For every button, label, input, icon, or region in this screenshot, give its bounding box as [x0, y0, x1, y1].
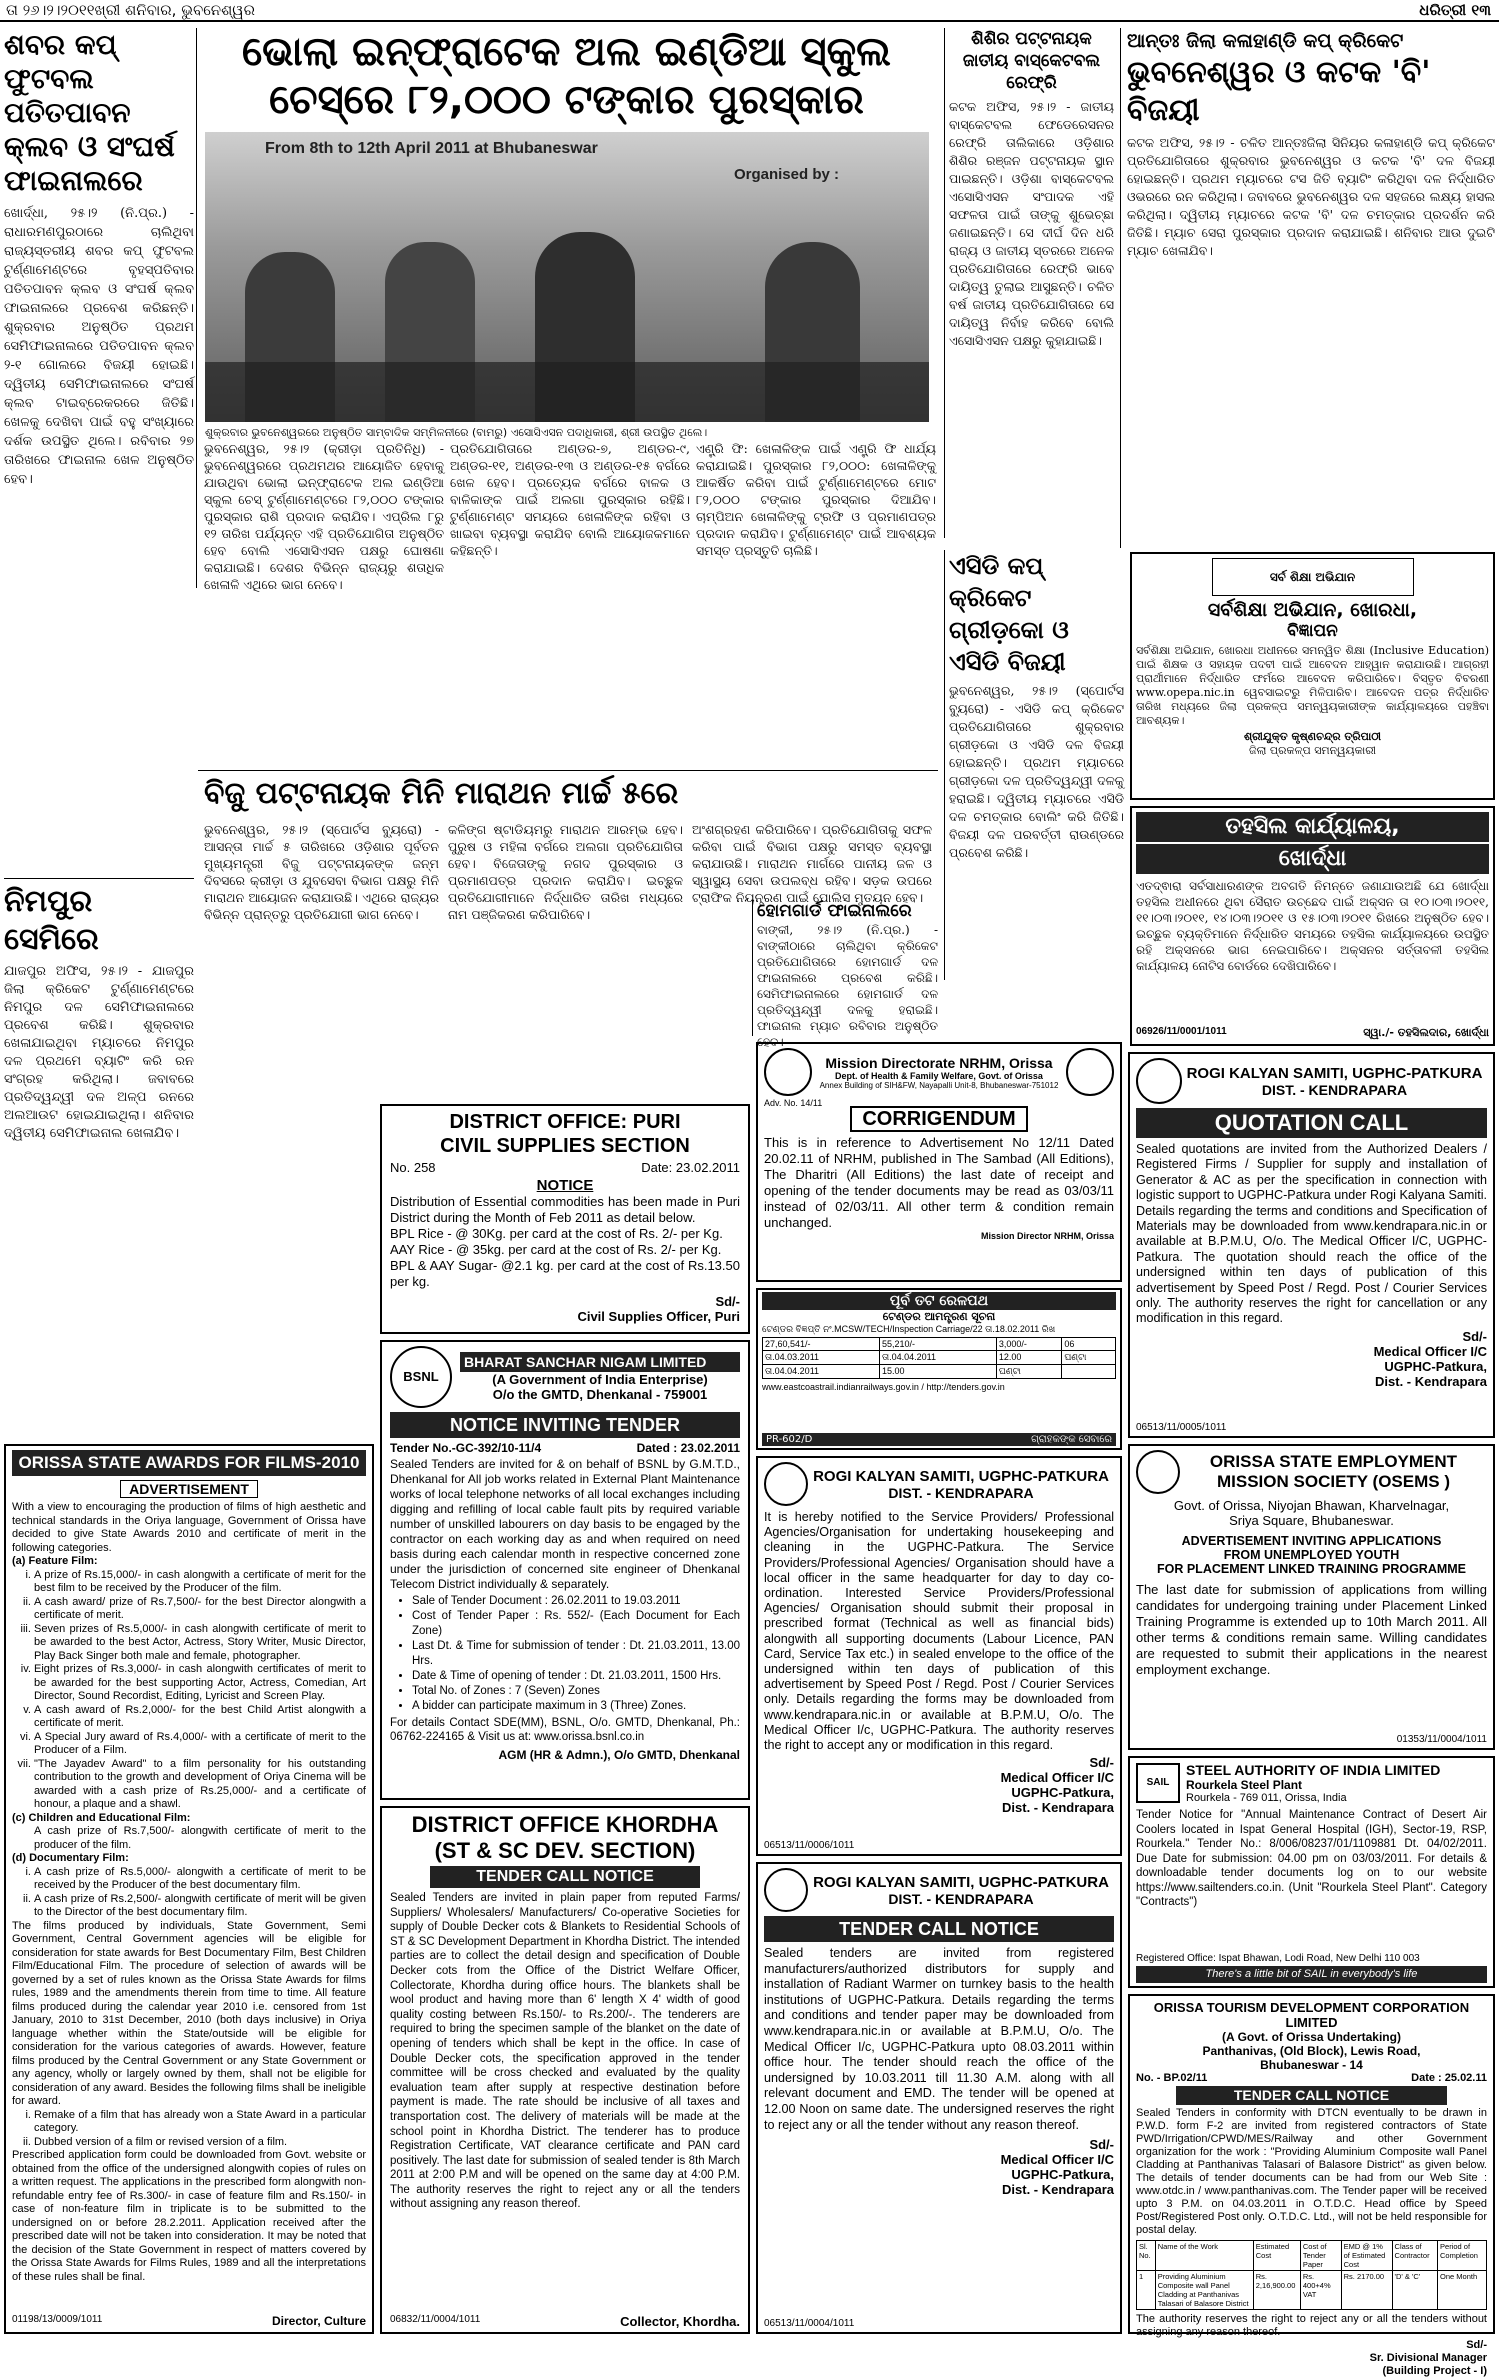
bsnl-bullet: • Total No. of Zones : 7 (Seven) Zones [412, 1684, 740, 1699]
osems-addr-1: Govt. of Orissa, Niyojan Bhawan, Kharvelnagar, [1173, 1498, 1450, 1513]
films-sec-c: (c) Children and Educational Film: [12, 1811, 191, 1824]
nrhm-body: This is in reference to Advertisement No 12/11 Dated 20.02.11 of NRHM, published in The Sambad (All Editions), The Dharitri (All Editions) the last date of receipt and opening of the tender documents may be read as 03/03/11 instead of 02/03/11. All other term & condition remain unchanged. [764, 1135, 1114, 1230]
sail-body: Tender Notice for "Annual Maintenance Contract of Desert Air Coolers located in Ispat General Hospital (IGH), Sector-19, RSP, Rourkela." Tender No.: 8/006/08237/01/1109881 Dt. 04/02/2011. Due Date for submission: 04.00 pm on 03/03/2011. For details & downloadable tender documents log on to our website https://www.sailtenders.co.in. (Unit "Rourkela Steel Plant". Category "Contracts") [1136, 1809, 1487, 1908]
films-inel-item: ii. Dubbed version of a film or revised version of a film. [34, 2136, 366, 2150]
puri-date: Date: 23.02.2011 [641, 1160, 740, 1175]
otdc-title: ORISSA TOURISM DEVELOPMENT CORPORATION LIMITED [1153, 2000, 1470, 2030]
body-football: ଖୋର୍ଦ୍ଧା, ୨୫।୨ (ନି.ପ୍ର.) - ରାଧାରମଣପୁରଠାରେ ଚାଲିଥିବା ରାଜ୍ୟସ୍ତରୀୟ ଶବର କପ୍ ଫୁଟବଲ ଟୁର୍ଣ୍ଣାମେଣ୍ଟରେ ବୃହସ୍ପତିବାର ପତିତପାବନ କ୍ଲବ ଓ ସଂଘର୍ଷ କ୍ଲବ ଫାଇନାଲରେ ପ୍ରବେଶ କରିଛନ୍ତି। ଶୁକ୍ରବାର ଅନୁଷ୍ଠିତ ପ୍ରଥମ ସେମିଫାଇନାଲରେ ପତିତପାବନ କ୍ଲବ ୨-୧ ଗୋଲରେ ବିଜୟୀ ହୋଇଛି। ଦ୍ୱିତୀୟ ସେମିଫାଇନାଲରେ ସଂଘର୍ଷ କ୍ଲବ ଟାଇବ୍ରେକରରେ ଜିତିଛି। ଖେଳକୁ ଦେଖିବା ପାଇଁ ବହୁ ସଂଖ୍ୟାରେ ଦର୍ଶକ ଉପସ୍ଥିତ ଥିଲେ। ରବିବାର ୨୭ ତାରିଖରେ ଫାଇନାଲ ଖେଳ ଅନୁଷ୍ଠିତ ହେବ। [4, 206, 194, 487]
nrhm-adv-no: Adv. No. 14/11 [764, 1098, 823, 1108]
osems-emblem-icon [1136, 1450, 1180, 1494]
table-cell: ତା.04.04.2011 [763, 1365, 880, 1379]
ssa-signer: ଶ୍ରୀଯୁକ୍ତ କୃଷ୍ଣଚନ୍ଦ୍ର ତ୍ରିପାଠୀ [1243, 730, 1382, 744]
table-header: Estimated Cost [1253, 2241, 1300, 2271]
khordha-title-1: DISTRICT OFFICE KHORDHA [411, 1812, 719, 1837]
puri-title-1: DISTRICT OFFICE: PURI [449, 1111, 681, 1133]
osems-title-2: MISSION SOCIETY (OSEMS ) [1217, 1472, 1450, 1491]
ad-khordha-st-sc [380, 1806, 750, 2334]
sail-logo-icon [1136, 1763, 1180, 1803]
sail-logo-text: SAIL [1146, 1777, 1170, 1788]
quotation-signer3: Dist. - Kendrapara [1375, 1373, 1487, 1389]
photo-banner: From 8th to 12th April 2011 at Bhubaneswar [265, 140, 598, 157]
railway-ref: PR-602/D [766, 1434, 813, 1445]
bsnl-signer: AGM (HR & Admn.), O/o GMTD, Dhenkanal [498, 1748, 740, 1762]
table-cell: Rs. 2,16,900.00 [1253, 2271, 1300, 2310]
films-d-item: ii. A cash prize of Rs.2,500/- alongwith certificate of merit will be given to the Director of the best documentary film. [34, 1893, 366, 1920]
nrhm-dept: Dept. of Health & Family Welfare, Govt. of Orissa [835, 1070, 1043, 1081]
rks2-body: Sealed tenders are invited from registered manufacturers/authorized distributors for supply and installation of Radiant Warmer on turnkey basis to the health institutions of UGPHC-Patkura. Details regarding the terms and conditions and tender paper may be downloaded from www.kendrapara.nic.in or available at B.P.M.U, O/o. The Medical Officer I/c, UGPHC-Patkura upto 08.03.2011 within office hour. The tender should reach the office of the undersigned by 10.03.2011 till 11.30 A.M. along with all relevant document and EMD. The tender will be opened at 12.00 Noon on same date. The undersigned reserves the right to reject any or all the tender without any reason thereof. [764, 1946, 1114, 2132]
marathon-col2: କଳିଙ୍ଗ ଷ୍ଟାଡିୟମରୁ ମାରାଥନ ଆରମ୍ଭ ହେବ। ପୁରୁଷ ଓ ମହିଳା ବର୍ଗରେ ଅଲଗା ପ୍ରତିଯୋଗିତା ହେବ। ବିଜେତାଙ୍କୁ ନଗଦ ପୁରସ୍କାର ଓ ପ୍ରମାଣପତ୍ର ପ୍ରଦାନ କରାଯିବ। ଇଚ୍ଛୁକ ପ୍ରତିଯୋଗୀମାନେ ନିର୍ଦ୍ଧାରିତ ତାରିଖ ମଧ୍ୟରେ ନାମ ପଞ୍ଜିକରଣ କରିପାରିବେ। [448, 822, 683, 922]
bsnl-bullet: • Last Dt. & Time for submission of tender : Dt. 21.03.2011, 13.00 Hrs. [412, 1639, 740, 1669]
table-cell: 15.00 [879, 1365, 996, 1379]
rks2-signer3: Dist. - Kendrapara [1002, 2182, 1114, 2198]
table-cell: 'D' & 'C' [1392, 2271, 1437, 2310]
rks2-ref: 06513/11/0004/1011 [764, 2318, 855, 2329]
railway-title: ପୂର୍ବ ତଟ ରେଳପଥ [762, 1292, 1116, 1310]
quotation-org: ROGI KALYAN SAMITI, UGPHC-PATKURA [1186, 1064, 1483, 1082]
khordha-body: Sealed Tenders are invited in plain paper from reputed Farms/ Suppliers/ Wholesalers/ Manufacturers/ Co-operative Societies for supply of Double Decker cots & Blankets to Residential Schools of ST & SC Development Department in Khordha District. The intended parties are to collect the detail design and specification of Double Decker cots from the Office of the District Welfare Officer, Collectorate, Khordha during office hours. The blankets shall be wool product and having more than 6' length X 4' width of good quality costing between Rs.150/- to Rs.200/-. The tenderers are required to bring the specimen sample of the blanket on the date of opening of tenders which shall be kept in the office. In case of Double Decker cots, the specification approved in the tender committee will be cross checked and evaluated by the quality evaluation team after supply at respective destination before payment is made. The rate should be inclusive of all taxes and transportation cost. The delivery of materials will be made at the school point in Khordha District. The tenderer has to produce Registration Certificate, VAT clearance certificate and PAN card positively. The last date for submission of sealed tender is 8th March 2011 at 2:00 P.M and will be opened on the same day at 4:00 P.M. The authority reserves the right to reject any or all the tenders without assigning any reason thereof. [390, 1892, 740, 2211]
films-a-item: i. A prize of Rs.15,000/- in cash alongwith a certificate of merit for the best film to be received by the Producer of the film. [34, 1569, 366, 1596]
tahasil-signer: ସ୍ୱା./- ତହସିଲଦାର, ଖୋର୍ଦ୍ଧା [1363, 1026, 1489, 1039]
khordha-banner: TENDER CALL NOTICE [430, 1866, 700, 1888]
sail-plant: Rourkela Steel Plant [1186, 1778, 1303, 1792]
films-intro: With a view to encouraging the production of films of high aesthetic and technical standards in the Oriya language, Government of Orissa have decided to give State Awards 2010 and certificate of merit in the following categories. [12, 1501, 366, 1554]
otdc-sub3: Bhubaneswar - 14 [1260, 2058, 1363, 2072]
body-acd: ଭୁବନେଶ୍ୱର, ୨୫।୨ (ସ୍ପୋର୍ଟସ ବ୍ୟୁରୋ) - ଏସିଡି କପ୍ କ୍ରିକେଟ ପ୍ରତିଯୋଗିତାରେ ଶୁକ୍ରବାର ଗ୍ରୀଡ଼କୋ ଓ ଏସିଡି ଦଳ ବିଜୟୀ ହୋଇଛନ୍ତି। ପ୍ରଥମ ମ୍ୟାଚରେ ଗ୍ରୀଡ଼କୋ ଦଳ ପ୍ରତିଦ୍ୱନ୍ଦ୍ୱୀ ଦଳକୁ ହରାଇଛି। ଦ୍ୱିତୀୟ ମ୍ୟାଚରେ ଏସିଡି ଦଳ ଚମତ୍କାର ବୋଲିଂ କରି ଜିତିଛି। ବିଜୟୀ ଦଳ ପରବର୍ତ୍ତୀ ରାଉଣ୍ଡରେ ପ୍ରବେଶ କରିଛି। [949, 683, 1124, 860]
table-row [1137, 2271, 1487, 2310]
table-cell: Providing Aluminium Composite wall Panel Cladding at Panthanivas Talasari of Balasore District [1155, 2271, 1253, 2310]
otdc-body: Sealed Tenders in conformity with DTCN eventually to be drawn in P.W.D. form F-2 are invited from registered contractors of State PWD/Irrigation/CPWD/MES/Railway and other Government organization for the work : "Providing Aluminium Composite wall Panel Cladding at Panthanivas Talasari of Balasore District" as given below. The details of tender documents can be had from our Web Site : www.otdc.in / www.panthanivas.com. The Tender paper will be received upto 3 P.M. on 04.03.2011 in O.T.D.C. Head office by Speed Post/Registered Post only. O.T.D.C. Ltd., will not be held responsible for postal delay. [1136, 2107, 1487, 2236]
films-body3: Prescribed application form could be downloaded from Govt. website or obtained from the office of the undersigned alongwith copies of rules on a written request. The applications in the prescribed form alongwith non-refundable entry fee of Rs.300/- in case of feature film and Rs.150/- in case of non-feature film in triplicate is to be submitted to the undersigned on or before 28.2.2011. Application received after the prescribed date will not be taken into consideration. It may be noted that the decision of the State Government in respect of matters covered by the Orissa State Awards for Films Rules, 1989 and all the interpretations of these rules shall be final. [12, 2149, 366, 2283]
railway-table [762, 1337, 1116, 1379]
story-basketball [944, 28, 1114, 538]
story-kalahandi [1120, 28, 1495, 548]
table-row [1137, 2241, 1487, 2271]
sail-reg: Registered Office: Ispat Bhawan, Lodi Road, New Delhi 110 003 [1136, 1953, 1420, 1964]
films-subtitle-text: ADVERTISEMENT [120, 1480, 258, 1498]
ssa-subtitle: ବିଜ୍ଞାପନ [1287, 620, 1338, 641]
bsnl-org: BHARAT SANCHAR NIGAM LIMITED [460, 1352, 740, 1372]
nrhm-signer: Mission Director NRHM, Orissa [980, 1231, 1114, 1241]
osems-addr-2: Sriya Square, Bhubaneswar. [1229, 1513, 1394, 1528]
otdc-sub1: (A Govt. of Orissa Undertaking) [1222, 2030, 1401, 2044]
masthead-bar [0, 0, 1499, 22]
marathon-col3: ଅଂଶଗ୍ରହଣ କରିପାରିବେ। ପ୍ରତିଯୋଗିତାକୁ ସଫଳ କରିବା ପାଇଁ ବିଭାଗ ପକ୍ଷରୁ ସମସ୍ତ ବ୍ୟବସ୍ଥା କରାଯାଉଛି। ମାରାଥନ ମାର୍ଗରେ ପାନୀୟ ଜଳ ଓ ସ୍ୱାସ୍ଥ୍ୟ ସେବା ଉପଲବ୍ଧ ରହିବ। ସଡ଼କ ଉପରେ ଟ୍ରାଫିକ ନିୟନ୍ତ୍ରଣ ପାଇଁ ପୋଲିସ ମୁତୟନ ହେବ। [692, 822, 932, 905]
puri-line: AAY Rice - @ 35kg. per card at the cost of Rs. 2/- per Kg. [390, 1242, 722, 1257]
ad-bsnl-tender [380, 1340, 750, 1800]
rks1-dist: DIST. - KENDRAPARA [888, 1484, 1034, 1501]
ad-osems [1128, 1444, 1495, 1750]
headline-homeguard: ହୋମଗାର୍ଡ ଫାଇନାଲରେ [757, 901, 912, 921]
rks-logo-icon [764, 1462, 808, 1506]
nrhm-title: CORRIGENDUM [850, 1106, 1027, 1132]
rks2-banner: TENDER CALL NOTICE [764, 1916, 1114, 1942]
tahasil-title-2-wrap [1136, 844, 1489, 874]
headline-nimapur: ନିମପୁର ସେମିରେ [4, 884, 99, 957]
body-basketball: କଟକ ଅଫିସ, ୨୫।୨ - ଜାତୀୟ ବାସ୍କେଟବଲ ଫେଡେରେସନର ରେଫ୍ରି ତାଲିକାରେ ଓଡ଼ିଶାର ଶିଶିର ରଞ୍ଜନ ପଟ୍ଟନାୟକ ସ୍ଥାନ ପାଇଛନ୍ତି। ଓଡ଼ିଶା ବାସ୍କେଟବଲ ଏସୋସିଏସନ ସଂପାଦକ ଏହି ସଫଳତା ପାଇଁ ତାଙ୍କୁ ଶୁଭେଚ୍ଛା ଜଣାଇଛନ୍ତି। ସେ ଦୀର୍ଘ ଦିନ ଧରି ରାଜ୍ୟ ଓ ଜାତୀୟ ସ୍ତରରେ ଅନେକ ପ୍ରତିଯୋଗିତାରେ ରେଫ୍ରି ଭାବେ ଦାୟିତ୍ୱ ତୁଲାଇ ଆସୁଛନ୍ତି। ଚଳିତ ବର୍ଷ ଜାତୀୟ ପ୍ରତିଯୋଗିତାରେ ସେ ଦାୟିତ୍ୱ ନିର୍ବାହ କରିବେ ବୋଲି ଏସୋସିଏସନ ପକ୍ଷରୁ କୁହାଯାଇଛି। [949, 99, 1114, 348]
table-header: Class of Contractor [1392, 2241, 1437, 2271]
quotation-dist: DIST. - KENDRAPARA [1261, 1081, 1408, 1098]
osems-head-1: ADVERTISEMENT INVITING APPLICATIONS [1181, 1534, 1442, 1548]
puri-notice: NOTICE [536, 1177, 594, 1194]
osems-ref: 01353/11/0004/1011 [1396, 1734, 1487, 1745]
films-ref: 01198/13/0009/1011 [12, 2314, 103, 2325]
bsnl-sub2: O/o the GMTD, Dhenkanal - 759001 [492, 1387, 708, 1402]
railway-line1: ଟେଣ୍ଡର ବିଜ୍ଞପ୍ତି ନଂ.MCSW/TECH/Inspection Carriage/22 ତା.18.02.2011 ରିଖ [762, 1324, 1056, 1334]
table-cell: 12.00 [996, 1351, 1061, 1365]
ad-sail [1128, 1756, 1495, 1988]
ad-nrhm-corrigendum [756, 1042, 1122, 1282]
rks2-signer1: Medical Officer I/C [1000, 2152, 1114, 2168]
otdc-sub2: Panthanivas, (Old Block), Lewis Road, [1202, 2044, 1421, 2058]
puri-line: BPL & AAY Sugar- @2.1 kg. per card at the cost of Rs.13.50 per kg. [390, 1258, 740, 1289]
ad-rks-radiant-warmer [756, 1862, 1122, 2334]
films-a-item: ii. A cash award/ prize of Rs.7,500/- for the best Director alongwith a certificate of merit. [34, 1596, 366, 1623]
bsnl-logo-icon [390, 1346, 452, 1408]
khordha-signer: Collector, Khordha. [620, 2314, 740, 2329]
films-signer: Director, Culture [271, 2314, 366, 2328]
table-cell: 55,210/- [879, 1338, 996, 1351]
headline-ngo-2: ଚେସ୍‌ରେ ୮୨,୦୦୦ ଟଙ୍କାର ପୁରସ୍କାର [269, 77, 864, 123]
nrhm-title-wrap [764, 1108, 1114, 1131]
sail-tagline: There's a little bit of SAIL in everybody's life [1136, 1966, 1487, 1983]
ssa-body: ସର୍ବଶିକ୍ଷା ଅଭିଯାନ, ଖୋରଧା ଅଧୀନରେ ସମନ୍ୱିତ ଶିକ୍ଷା (Inclusive Education) ପାଇଁ ଶିକ୍ଷକ ଓ ସହାୟକ ପଦବୀ ପାଇଁ ଆବେଦନ ଆହ୍ୱାନ କରାଯାଉଛି। ଆଗ୍ରହୀ ପ୍ରାର୍ଥୀମାନେ ନିର୍ଦ୍ଧାରିତ ଫର୍ମରେ ଆବେଦନ କରିପାରିବେ। ବିସ୍ତୃତ ବିବରଣୀ www.opepa.nic.in ୱେବସାଇଟରୁ ମିଳିପାରିବ। ଆବେଦନ ପତ୍ର ନିର୍ଦ୍ଧାରିତ ତାରିଖ ମଧ୍ୟରେ ଜିଲା ପ୍ରକଳ୍ପ ସମନ୍ୱୟକାରୀଙ୍କ କାର୍ଯ୍ୟାଳୟରେ ପହଞ୍ଚିବା ଆବଶ୍ୟକ। [1136, 644, 1489, 728]
bsnl-bullet: • Sale of Tender Document : 26.02.2011 to 19.03.2011 [412, 1594, 740, 1609]
ad-east-coast-railway [756, 1288, 1122, 1450]
rks2-dist: DIST. - KENDRAPARA [888, 1890, 1034, 1907]
body-kalahandi: କଟକ ଅଫିସ, ୨୫।୨ - ଚଳିତ ଆନ୍ତଃଜିଲା ସିନିୟର କଳାହାଣ୍ଡି କପ୍ କ୍ରିକେଟ ପ୍ରତିଯୋଗିତାରେ ଶୁକ୍ରବାର ଭୁବନେଶ୍ୱର ଓ କଟକ 'ବି' ଦଳ ବିଜୟୀ ହୋଇଛନ୍ତି। ପ୍ରଥମ ମ୍ୟାଚରେ ଟସ ଜିତି ବ୍ୟାଟିଂ କରିଥିବା ଦଳ ନିର୍ଦ୍ଧାରିତ ଓଭରରେ ରନ କରିଥିଲା। ଜବାବରେ ଭୁବନେଶ୍ୱର ଦଳ ସହଜରେ ଲକ୍ଷ୍ୟ ହାସଲ କରିଥିଲା। ଦ୍ୱିତୀୟ ମ୍ୟାଚରେ କଟକ 'ବି' ଦଳ ଚମତ୍କାର ପ୍ରଦର୍ଶନ କରି ଜିତିଛି। ମ୍ୟାଚ ସେରା ପୁରସ୍କାର ପ୍ରଦାନ କରାଯାଇଛି। ଶନିବାର ଆଉ ଦୁଇଟି ମ୍ୟାଚ ଖେଳାଯିବ। [1127, 135, 1495, 258]
bsnl-contact: For details Contact SDE(MM), BSNL, O/o. GMTD, Dhenkanal, Ph.: 06762-224165 & Visit us at: www.orissa.bsnl.co.in [390, 1717, 740, 1743]
nrhm-logo-icon [764, 1048, 812, 1096]
body-nimapur: ଯାଜପୁର ଅଫିସ, ୨୫।୨ - ଯାଜପୁର ଜିଲା କ୍ରିକେଟ ଟୁର୍ଣ୍ଣାମେଣ୍ଟରେ ନିମପୁର ଦଳ ସେମିଫାଇନାଲରେ ପ୍ରବେଶ କରିଛି। ଶୁକ୍ରବାର ଖେଳାଯାଇଥିବା ମ୍ୟାଚରେ ନିମପୁର ଦଳ ପ୍ରଥମେ ବ୍ୟାଟିଂ କରି ରନ ସଂଗ୍ରହ କରିଥିଲା। ଜବାବରେ ପ୍ରତିଦ୍ୱନ୍ଦ୍ୱୀ ଦଳ ଅଳ୍ପ ରନରେ ଅଲଆଉଟ ହୋଇଯାଇଥିଲା। ଶନିବାର ଦ୍ୱିତୀୟ ସେମିଫାଇନାଲ ଖେଳାଯିବ। [4, 964, 194, 1141]
headline-marathon: ବିଜୁ ପଟ୍ଟନାୟକ ମିନି ମାରାଥନ ମାର୍ଚ୍ଚ ୫ରେ [204, 776, 679, 811]
bsnl-bullet: • Date & Time of opening of tender : Dt. 21.03.2011, 1500 Hrs. [412, 1669, 740, 1684]
otdc-sd: Sd/- [1466, 2339, 1487, 2351]
bsnl-logo-text: BSNL [403, 1369, 439, 1384]
table-cell [1062, 1365, 1116, 1379]
films-list-inel [12, 2109, 366, 2150]
nrhm-addr: Annex Building of SIH&FW, Nayapalli Unit-8, Bhubaneswar-751012 [819, 1080, 1059, 1090]
headline-acd: ଏସିଡି କପ୍ କ୍ରିକେଟ ଗ୍ରୀଡ଼କୋ ଓ ଏସିଡି ବିଜୟୀ [949, 552, 1069, 676]
quotation-signer2: UGPHC-Patkura, [1384, 1358, 1487, 1374]
table-cell: ଘଣ୍ଟା [1062, 1351, 1116, 1365]
table-cell: ତା.04.04.2011 [879, 1351, 996, 1365]
rks1-ref: 06513/11/0006/1011 [764, 1840, 855, 1851]
table-header: EMD @ 1% of Estimated Cost [1341, 2241, 1392, 2271]
sail-addr: Rourkela - 769 011, Orissa, India [1186, 1792, 1347, 1804]
table-header: Period of Completion [1438, 2241, 1487, 2271]
nrhm-emblem-icon [1066, 1048, 1114, 1096]
quotation-sd: Sd/- [1462, 1328, 1487, 1344]
railway-site[interactable]: www.eastcoastrail.indianrailways.gov.in / http://tenders.gov.in [762, 1382, 1005, 1392]
tahasil-title-2: ଖୋର୍ଦ୍ଧା [1278, 846, 1347, 871]
films-list-d [12, 1866, 366, 1920]
ad-sarva-shiksha [1130, 552, 1495, 800]
rks2-logo-icon [764, 1868, 808, 1912]
films-a-item: vi. A Special Jury award of Rs.4,000/- with a certificate of merit to the Producer of a Film. [34, 1731, 366, 1758]
rks1-sd: Sd/- [1089, 1755, 1114, 1771]
body-homeguard: ବାଙ୍କୀ, ୨୫।୨ (ନି.ପ୍ର.) - ବାଙ୍କୀଠାରେ ଚାଲିଥିବା କ୍ରିକେଟ ପ୍ରତିଯୋଗିତାରେ ହୋମଗାର୍ଡ ଦଳ ଫାଇନାଲରେ ପ୍ରବେଶ କରିଛି। ସେମିଫାଇନାଲରେ ହୋମଗାର୍ଡ ଦଳ ପ୍ରତିଦ୍ୱନ୍ଦ୍ୱୀ ଦଳକୁ ହରାଇଛି। ଫାଇନାଲ ମ୍ୟାଚ ରବିବାର ଅନୁଷ୍ଠିତ ହେବ। [757, 923, 938, 1049]
sail-org: STEEL AUTHORITY OF INDIA LIMITED [1186, 1762, 1441, 1778]
rks1-signer3: Dist. - Kendrapara [1002, 1800, 1114, 1816]
tahasil-body: ଏତଦ୍ଵାରା ସର୍ବସାଧାରଣଙ୍କ ଅବଗତି ନିମନ୍ତେ ଜଣାଯାଉଅଛି ଯେ ଖୋର୍ଦ୍ଧା ତହସିଲ ଅଧୀନରେ ଥିବା ସୈରାତ ଉଚ୍ଛେଦ ପାଇଁ ଅକ୍ସନ ତା ୧୦।୦୩।୨୦୧୧, ୧୧।୦୩।୨୦୧୧, ୧୪।୦୩।୨୦୧୧ ଓ ୧୫।୦୩।୨୦୧୧ ରିଖରେ ଅନୁଷ୍ଠିତ ହେବ। ଇଚ୍ଛୁକ ବ୍ୟକ୍ତିମାନେ ନିର୍ଦ୍ଧାରିତ ସମୟରେ ତହସିଲ କାର୍ଯ୍ୟାଳୟରେ ଉପସ୍ଥିତ ରହି ଅକ୍ସନରେ ଭାଗ ନେଇପାରିବେ। ଅକ୍ସନର ସର୍ତ୍ତାବଳୀ ତହସିଲ କାର୍ଯ୍ୟାଳୟ ନୋଟିସ ବୋର୍ଡରେ ଦେଖିପାରିବେ। [1136, 879, 1489, 973]
ad-rks-quotation [1128, 1052, 1495, 1438]
ad-tahasil [1130, 806, 1495, 1046]
films-item-c: A cash prize of Rs.7,500/- alongwith certificate of merit to the producer of the film. [34, 1825, 366, 1851]
films-list-a [12, 1569, 366, 1812]
bsnl-date: Dated : 23.02.2011 [636, 1441, 740, 1455]
nrhm-org: Mission Directorate NRHM, Orissa [825, 1054, 1053, 1071]
quotation-logo-icon [1136, 1058, 1182, 1104]
films-title: ORISSA STATE AWARDS FOR FILMS-2010 [12, 1450, 366, 1476]
films-a-item: v. A cash award of Rs.2,000/- for the best Child Artist alongwith a certificate of merit. [34, 1704, 366, 1731]
table-cell: ତା.04.03.2011 [763, 1351, 880, 1365]
osems-body: The last date for submission of applications from willing candidates for undergoing training under Placement Linked Training Programme is extended up to 10th March 2011. All other terms & conditions remain same. Willing candidates are requested to submit their applications in the nearest employment exchange. [1136, 1582, 1487, 1677]
rks1-signer1: Medical Officer I/C [1000, 1770, 1114, 1786]
otdc-signer1: Sr. Divisional Manager [1369, 2352, 1487, 2364]
press-meet-photo [205, 132, 929, 422]
films-inel-item: i. Remake of a film that has already won a State Award in a particular category. [34, 2109, 366, 2136]
khordha-title-2: (ST & SC DEV. SECTION) [434, 1838, 696, 1863]
khordha-ref: 06832/11/0004/1011 [390, 2314, 481, 2325]
railway-subtitle: ଟେଣ୍ଡର ଆମନ୍ତ୍ରଣ ସୂଚନା [882, 1310, 996, 1323]
otdc-signer2: (Building Project - I) [1382, 2365, 1487, 2377]
headline-kalahandi-1: ଆନ୍ତଃ ଜିଲା କଳାହାଣ୍ଡି କପ୍ କ୍ରିକେଟ [1127, 30, 1404, 52]
puri-no: No. 258 [390, 1160, 436, 1175]
ssa-signer-role: ଜିଲା ପ୍ରକଳ୍ପ ସମନ୍ୱୟକାରୀ [1249, 744, 1376, 758]
puri-line: BPL Rice - @ 30Kg. per card at the cost of Rs. 2/- per Kg. [390, 1226, 723, 1241]
table-row [763, 1351, 1116, 1365]
railway-footer: ଗ୍ରାହକଙ୍କ ସେବାରେ [1031, 1434, 1112, 1445]
films-sec-d: (d) Documentary Film: [12, 1852, 129, 1864]
bsnl-body: Sealed Tenders are invited for & on behalf of BSNL by G.M.T.D., Dhenkanal for All job works related in External Plant Maintenance works of local telephone networks of all local exchanges including digging and refilling of local cable fault pits by required variable number of unskilled labourers on day basis to be engaged by the contractor on each working day as and when required on need basis during each calendar month in respective concerned zone under the jurisdiction of concerned site engineer of Dhenkanal Telecom District individually & separately. [390, 1457, 740, 1591]
osems-head-2: FROM UNEMPLOYED YOUTH [1223, 1548, 1400, 1562]
headline-ngo-1: ଭୋଲା ଇନ୍‌ଫ୍ରାଟେକ ଅଲ ଇଣ୍ଡିଆ ସ୍କୁଲ [242, 29, 891, 75]
otdc-footer: The authority reserves the right to reject any or all the tenders without assigning any reason thereof. [1136, 2313, 1487, 2338]
table-row [763, 1365, 1116, 1379]
tahasil-title [1136, 812, 1489, 842]
films-a-item: iii. Seven prizes of Rs.5,000/- in cash alongwith certificate of merit to be awarded to the best Actor, Actress, Story Writer, Music Director, Play Back Singer both male and female, photographer. [34, 1623, 366, 1664]
films-subtitle [12, 1479, 366, 1498]
rks1-body: It is hereby notified to the Service Providers/ Professional Agencies/Organisation for undertaking housekeeping and cleaning in the UGPHC-Patkura. The Service Providers/Professional Agencies/ Organisation should have a local officer in the same headquarter for day to day co-ordination. Interested Service Providers/Professional Agencies/ Organisation should submit their proposal in prescribed format (Technical as well as financial bids) alongwith all supporting documents (Labour Licence, PAN Card, Service Tax etc.) in sealed envelope to the office of the undersigned within ten days of publication of this advertisement by Speed Post / Regd. Post / Courier Services only. Details regarding the forms may be downloaded from www.kendrapara.nic.in or available at B.P.M.U, O/o. The Medical Officer I/c, UGPHC-Patkura. The authority reserves the right to accept any or modification in this regard. [764, 1510, 1114, 1753]
ngo-body-col3: ଏଣ୍ଟ୍ରି ଫି: ଖେଳାଳିଙ୍କ ପାଇଁ ଏଣ୍ଟ୍ରି ଫି ଧାର୍ଯ୍ୟ କରାଯାଇଛି। ପୁରସ୍କାର ୮୨,୦୦୦: ଖେଳାଳିଙ୍କୁ ଆକର୍ଷିତ କରିବା ପାଇଁ ଟୁର୍ଣ୍ଣାମେଣ୍ଟରେ ମୋଟ ୮୨,୦୦୦ ଟଙ୍କାର ପୁରସ୍କାର ଦିଆଯିବ। ଚାମ୍ପିଅନ ଖେଳାଳିଙ୍କୁ ଟ୍ରଫି ଓ ପ୍ରମାଣପତ୍ର ପ୍ରଦାନ କରାଯିବ। ଟୁର୍ଣ୍ଣାମେଣ୍ଟ ପାଇଁ ଆବଶ୍ୟକ ସମସ୍ତ ପ୍ରସ୍ତୁତି ଚାଲିଛି। [696, 441, 936, 558]
story-acd [944, 550, 1124, 980]
page-number: ଧରିତ୍ରୀ ୧୩ [1419, 1, 1491, 19]
osems-head-3: FOR PLACEMENT LINKED TRAINING PROGRAMME [1156, 1562, 1467, 1576]
ad-state-awards-films [4, 1444, 374, 2334]
table-cell: 1 [1137, 2271, 1156, 2310]
table-cell: 06 [1062, 1338, 1116, 1351]
rks2-org: ROGI KALYAN SAMITI, UGPHC-PATKURA [813, 1873, 1109, 1891]
osems-title-1: ORISSA STATE EMPLOYMENT [1209, 1452, 1458, 1471]
bsnl-tender-no: Tender No.-GC-392/10-11/4 [390, 1441, 542, 1455]
headline-football: ଶବର କପ୍ ଫୁଟବଲ ପତିତପାବନ କ୍ଲବ ଓ ସଂଘର୍ଷ ଫାଇନାଲରେ [4, 28, 175, 197]
otdc-no: No. - BP.02/11 [1136, 2072, 1208, 2084]
rks1-signer2: UGPHC-Patkura, [1011, 1785, 1114, 1801]
headline-basketball: ଶିଶିର ପଟ୍ଟନାୟକ ଜାତୀୟ ବାସ୍କେଟବଲ ରେଫ୍ରି [962, 29, 1101, 93]
quotation-signer1: Medical Officer I/C [1373, 1343, 1487, 1359]
bsnl-bullet: • Cost of Tender Paper : Rs. 552/- (Each Document for Each Zone) [412, 1609, 740, 1639]
puri-title-2: CIVIL SUPPLIES SECTION [440, 1135, 690, 1157]
marathon-col1: ଭୁବନେଶ୍ୱର, ୨୫।୨ (ସ୍ପୋର୍ଟସ ବ୍ୟୁରୋ) - ଆସନ୍ତା ମାର୍ଚ୍ଚ ୫ ତାରିଖରେ ଓଡ଼ିଶାର ପୂର୍ବତନ ମୁଖ୍ୟମନ୍ତ୍ରୀ ବିଜୁ ପଟ୍ଟନାୟକଙ୍କ ଜନ୍ମ ଦିବସରେ କ୍ରୀଡ଼ା ଓ ଯୁବସେବା ବିଭାଗ ପକ୍ଷରୁ ମିନି ମାରାଥନ ଆୟୋଜନ କରାଯାଉଛି। ଏଥିରେ ରାଜ୍ୟର ବିଭିନ୍ନ ପ୍ରାନ୍ତରୁ ପ୍ରତିଯୋଗୀ ଭାଗ ନେବେ। [204, 822, 439, 922]
story-homeguard-main [752, 900, 938, 1049]
ad-puri-civil-supplies [380, 1104, 750, 1334]
otdc-table [1136, 2240, 1487, 2310]
films-a-item: iv. Eight prizes of Rs.3,000/- in cash alongwith certificates of merit to be awarded for the best supporting Actor, Actress, Comedian, Art Director, Sound Recordist, Editing, Lyricist and Screen Play. [34, 1663, 366, 1704]
photo-org: Organised by : [733, 166, 839, 183]
films-a-item: vii. "The Jayadev Award" to a film personality for his outstanding contribution to the growth and development of Oriya Cinema will be awarded with a cash prize of Rs.25,000/- and a certificate of honour, a plaque and a shawl. [34, 1758, 366, 1812]
films-sec-a: (a) Feature Film: [12, 1555, 98, 1567]
table-header: Name of the Work [1155, 2241, 1253, 2271]
rks2-sd: Sd/- [1089, 2137, 1114, 2153]
table-cell: One Month [1438, 2271, 1487, 2310]
otdc-date: Date : 25.02.11 [1411, 2072, 1487, 2084]
date-line: ତା ୨୬।୨।୨୦୧୧ଖ୍ରୀ ଶନିବାର, ଭୁବନେଶ୍ୱର [6, 1, 255, 19]
bsnl-bullets [390, 1594, 740, 1714]
ad-otdc [1128, 1994, 1495, 2377]
table-cell: ଘଣ୍ଟା [996, 1365, 1061, 1379]
story-homeguard-block [944, 986, 1124, 1038]
puri-signer: Civil Supplies Officer, Puri [577, 1309, 740, 1324]
table-row [763, 1338, 1116, 1351]
ngo-body-col1: ଭୁବନେଶ୍ୱର, ୨୫।୨ (କ୍ରୀଡ଼ା ପ୍ରତିନିଧି) - ଭୁବନେଶ୍ୱରରେ ପ୍ରଥମଥର ଆୟୋଜିତ ହେବାକୁ ଯାଉଥିବା ଭୋଲା ଇନ୍‌ଫ୍ରାଟେକ ଅଲ ଇଣ୍ଡିଆ ସ୍କୁଲ ଚେସ୍ ଟୁର୍ଣ୍ଣାମେଣ୍ଟରେ ୮୨,୦୦୦ ଟଙ୍କାର ପୁରସ୍କାର ରାଶି ପ୍ରଦାନ କରାଯିବ। ଏପ୍ରିଲ ୮ରୁ ୧୨ ତାରିଖ ପର୍ଯ୍ୟନ୍ତ ଏହି ପ୍ରତିଯୋଗିତା ଅନୁଷ୍ଠିତ ହେବ ବୋଲି ଏସୋସିଏସନ ପକ୍ଷରୁ ଘୋଷଣା କରାଯାଇଛି। ଦେଶର ବିଭିନ୍ନ ରାଜ୍ୟରୁ ଶତାଧିକ ଖେଳାଳି ଏଥିରେ ଭାଗ ନେବେ। [204, 441, 444, 592]
puri-body: Distribution of Essential commodities has been made in Puri District during the Month of Feb 2011 as detail below. [390, 1194, 740, 1225]
story-football [4, 28, 194, 868]
otdc-banner: TENDER CALL NOTICE [1176, 2086, 1447, 2105]
quotation-body: Sealed quotations are invited from the Authorized Dealers / Registered Firms / Supplier for supply and installation of Generator & AC as per the specification in connection with logistic support to UGPHC-Patkura under Rogi Kalyana Samiti. Details regarding the terms and conditions and Specification of Materials may be downloaded from www.kendrapara.nic.in or available at B.P.M.U, O/o. The Medical Officer I/C, UGPHC-Patkura. The quotation should reach the office of the undersigned within ten days of publication of this advertisement by Speed Post / Regd. Post / Courier Services only. The authority reserves the right for cancellation or any modification in this regard. [1136, 1142, 1487, 1326]
ngo-body-col2: ପ୍ରତିଯୋଗିତାରେ ଅଣ୍ଡର-୭, ଅଣ୍ଡର-୯, ଅଣ୍ଡର-୧୧, ଅଣ୍ଡର-୧୩ ଓ ଅଣ୍ଡର-୧୫ ବର୍ଗରେ ଖେଳ ହେବ। ପ୍ରତ୍ୟେକ ବର୍ଗରେ ବାଳକ ଓ ବାଳିକାଙ୍କ ପାଇଁ ଅଲଗା ପୁରସ୍କାର ରହିଛି। ଟୁର୍ଣ୍ଣାମେଣ୍ଟ ସମୟରେ ଖେଳାଳିଙ୍କ ରହିବା ଓ ଖାଇବା ବ୍ୟବସ୍ଥା କରାଯିବ ବୋଲି ଆୟୋଜକମାନେ କହିଛନ୍ତି। [450, 441, 690, 558]
table-cell: Rs. 400+4% VAT [1300, 2271, 1341, 2310]
rks2-signer2: UGPHC-Patkura, [1011, 2167, 1114, 2183]
quotation-banner: QUOTATION CALL [1136, 1108, 1487, 1138]
bsnl-sub1: (A Government of India Enterprise) [492, 1372, 708, 1387]
puri-sd: Sd/- [715, 1294, 740, 1309]
story-nimapur [4, 878, 194, 1438]
tahasil-title-1: ତହସିଲ କାର୍ଯ୍ୟାଳୟ, [1225, 814, 1400, 839]
headline-kalahandi-2: ଭୁବନେଶ୍ୱର ଓ କଟକ 'ବି' ବିଜୟୀ [1127, 55, 1431, 128]
table-header: Sl. No. [1137, 2241, 1156, 2271]
ssa-logo: ସର୍ବ ଶିକ୍ଷା ଅଭିଯାନ [1212, 558, 1414, 596]
quotation-ref: 06513/11/0005/1011 [1136, 1422, 1227, 1433]
photo-caption: ଶୁକ୍ରବାର ଭୁବନେଶ୍ୱରରେ ଅନୁଷ୍ଠିତ ସାମ୍ବାଦିକ ସମ୍ମିଳନୀରେ (ବାମରୁ) ଏସୋସିଏସନ ପଦାଧିକାରୀ, ଶ୍ରୀ ଉପସ୍ଥିତ ଥିଲେ। [205, 426, 708, 439]
table-cell: 3,000/- [996, 1338, 1061, 1351]
bsnl-title: NOTICE INVITING TENDER [390, 1412, 740, 1438]
table-cell: 27,60,541/- [763, 1338, 880, 1351]
rks1-org: ROGI KALYAN SAMITI, UGPHC-PATKURA [813, 1467, 1109, 1485]
ssa-title: ସର୍ବଶିକ୍ଷା ଅଭିଯାନ, ଖୋରଧା, [1207, 599, 1418, 621]
films-d-item: i. A cash prize of Rs.5,000/- alongwith a certificate of merit to be received by the Producer of the best documentary film. [34, 1866, 366, 1893]
films-body2: The films produced by individuals, State Government, Semi Government, Central Government agencies will be eligible for consideration for state awards for Best Documentary Film, Best Children Film/Educational Film. The procedure of selection of awards will be governed by a set of rules known as the Orissa State Awards for films rules, 1989 and the amendments therein from time to time. All feature films produced during the calendar year 2010 i.e. censored from 1st January, 2010 to 31st December, 2010 (both days inclusive) in Oriya language whether within the State/outside will be eligible for consideration for the various categories of awards. However, feature films produced by the Central Government or any State Government or any agency, wholly or largely owned by them, shall not be eligible for consideration of any award. Besides the following films shall be ineligible for award. [12, 1919, 366, 2107]
table-header: Cost of Tender Paper [1300, 2241, 1341, 2271]
ad-rks-housekeeping [756, 1456, 1122, 1856]
table-cell: Rs. 2170.00 [1341, 2271, 1392, 2310]
tahasil-ref: 06926/11/0001/1011 [1136, 1026, 1227, 1037]
bsnl-bullet: • A bidder can participate maximum in 3 (Three) Zones. [412, 1699, 740, 1714]
